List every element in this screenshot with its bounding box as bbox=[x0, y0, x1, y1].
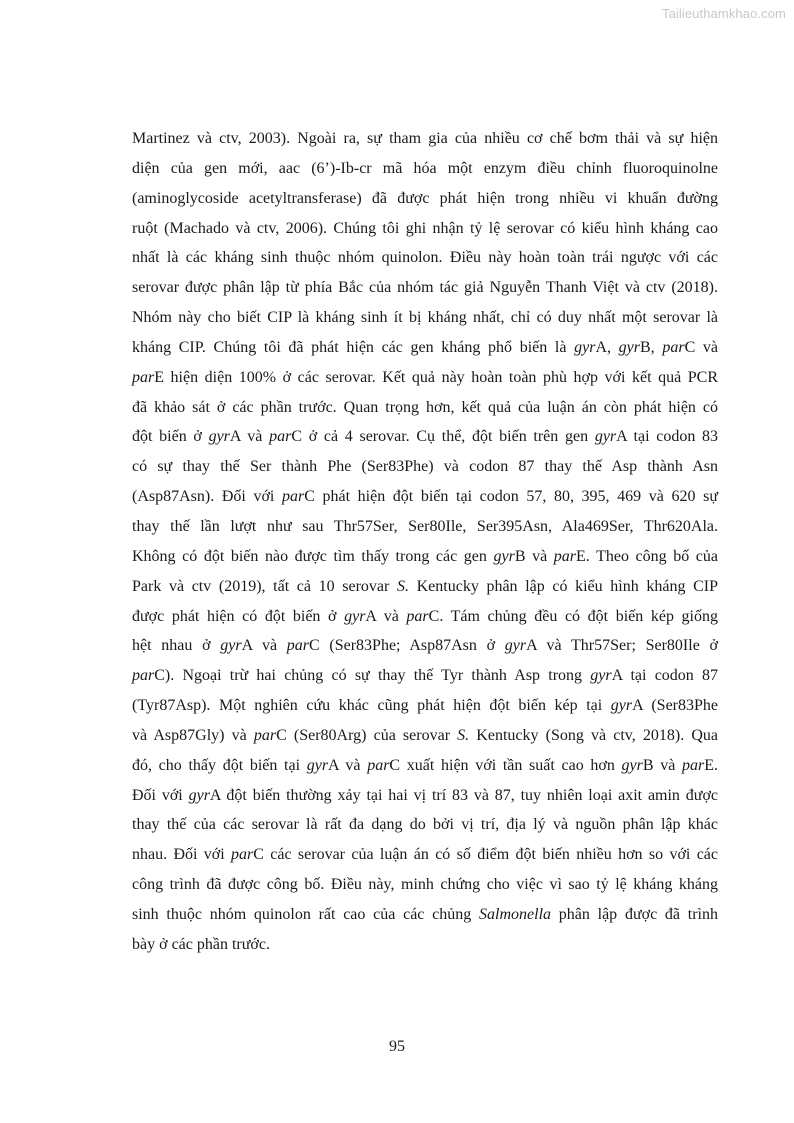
text-run: hệt nhau ở bbox=[132, 637, 221, 655]
text-line bbox=[132, 751, 718, 781]
text-run: nhau. Đối với bbox=[132, 846, 232, 864]
text-run: A (Ser83Phe bbox=[632, 697, 718, 715]
italic-term: par bbox=[553, 547, 576, 565]
text-line bbox=[132, 691, 718, 721]
italic-term: gyr bbox=[594, 428, 617, 446]
text-run: nhất là các kháng sinh thuộc nhóm quinolon. Điều này hoàn toàn trái ngược với các bbox=[132, 249, 718, 267]
italic-term: , par bbox=[650, 338, 685, 356]
text-line bbox=[132, 422, 718, 452]
text-run: được phát hiện có đột biến ở bbox=[132, 607, 345, 625]
text-run: C (Ser83Phe; Asp87Asn ở bbox=[309, 637, 505, 655]
site-watermark: Tailieuthamkhao.com bbox=[661, 6, 786, 21]
text-line bbox=[132, 810, 718, 840]
text-run: C (Ser80Arg) của serovar bbox=[276, 726, 458, 744]
italic-term: par bbox=[231, 846, 254, 864]
text-run: serovar được phân lập từ phía Bắc của nhóm tác giả Nguyễn Thanh Việt và ctv (2018). bbox=[132, 279, 718, 297]
text-line bbox=[132, 542, 718, 572]
text-line bbox=[132, 273, 718, 303]
text-run: E. Theo công bố của bbox=[576, 547, 719, 565]
text-run: thay thế lần lượt như sau Thr57Ser, Ser80Ile, Ser395Asn, Ala469Ser, Thr620Ala. bbox=[132, 517, 718, 535]
text-run: bày ở các phần trước. bbox=[132, 935, 270, 953]
text-run: ruột (Machado và ctv, 2006). Chúng tôi ghi nhận tỷ lệ serovar có kiểu hình kháng cao bbox=[132, 219, 718, 237]
text-run: phân lập được đã trình bbox=[551, 905, 719, 923]
text-line bbox=[132, 363, 718, 393]
italic-term: par bbox=[406, 607, 429, 625]
body-paragraph bbox=[132, 124, 718, 960]
text-line bbox=[132, 243, 718, 273]
text-run: C xuất hiện với tần suất cao hơn bbox=[389, 756, 622, 774]
text-run: C phát hiện đột biến tại codon 57, 80, 395, 469 và 620 sự bbox=[304, 488, 719, 506]
text-run: A tại codon 83 bbox=[616, 428, 719, 446]
text-run: Kentucky (Song và ctv, 2018). Qua bbox=[469, 726, 718, 744]
italic-term: par bbox=[253, 726, 277, 744]
text-run: E. bbox=[704, 756, 718, 774]
italic-term: gyr bbox=[344, 607, 366, 625]
text-run: C). Ngoại trừ hai chủng có sự thay thế Tyr thành Asp trong bbox=[154, 667, 591, 685]
text-run: thay thế của các serovar là rất đa dạng do bởi vị trí, địa lý và nguồn phân lập khác bbox=[132, 816, 718, 834]
text-run: C các serovar của luận án có số điểm đột biến nhiều hơn so với các bbox=[253, 846, 719, 864]
italic-term: par bbox=[269, 428, 292, 446]
text-run: C và bbox=[684, 338, 718, 356]
italic-term: par bbox=[681, 756, 705, 774]
text-run: đó, cho thấy đột biến tại bbox=[132, 756, 307, 774]
italic-term: gyr bbox=[220, 637, 242, 655]
text-run: và Asp87Gly) và bbox=[132, 726, 254, 744]
text-run: kháng CIP. Chúng tôi đã phát hiện các gen kháng phổ biến là bbox=[132, 338, 575, 356]
text-run: A và Thr57Ser; Ser80Ile ở bbox=[526, 637, 718, 655]
text-run: Park và ctv (2019), tất cả 10 serovar bbox=[132, 577, 397, 595]
text-line bbox=[132, 840, 718, 870]
italic-term: gyr bbox=[306, 756, 329, 774]
text-line bbox=[132, 303, 718, 333]
text-run: đột biến ở bbox=[132, 428, 209, 446]
text-run: sinh thuộc nhóm quinolon rất cao của các chủng bbox=[132, 905, 480, 923]
italic-term: gyr bbox=[590, 667, 612, 685]
italic-term: par bbox=[132, 368, 155, 386]
italic-term: gyr bbox=[621, 756, 643, 774]
text-run: đã khảo sát ở các phần trước. Quan trọng hơn, kết quả của luận án còn phát hiện có bbox=[132, 398, 718, 416]
text-run: Không có đột biến nào được tìm thấy trong các gen bbox=[132, 547, 494, 565]
italic-term: gyr bbox=[610, 697, 633, 715]
italic-term: S. bbox=[457, 726, 470, 744]
text-run: B và bbox=[642, 756, 682, 774]
text-run: A tại codon 87 bbox=[611, 667, 719, 685]
italic-term: par bbox=[286, 637, 310, 655]
text-line bbox=[132, 393, 718, 423]
text-run: C ở cả 4 serovar. Cụ thể, đột biến trên gen bbox=[291, 428, 595, 446]
text-run: A và bbox=[241, 637, 287, 655]
italic-term: , gyr bbox=[607, 338, 640, 356]
italic-term: gyr bbox=[574, 338, 596, 356]
text-run: Martinez và ctv, 2003). Ngoài ra, sự tham gia của nhiều cơ chế bơm thải và sự hiện bbox=[132, 130, 718, 147]
text-line bbox=[132, 870, 718, 900]
text-line bbox=[132, 124, 718, 154]
text-line bbox=[132, 900, 718, 930]
text-run: B và bbox=[514, 547, 554, 565]
text-run: Đối với bbox=[132, 786, 189, 804]
text-run: công trình đã được công bố. Điều này, minh chứng cho việc vì sao tỷ lệ kháng kháng bbox=[132, 876, 718, 894]
italic-term: S. bbox=[396, 577, 409, 595]
text-run: C. Tám chủng đều có đột biến kép giống bbox=[428, 607, 718, 625]
text-run: (Tyr87Asp). Một nghiên cứu khác cũng phát hiện đột biến kép tại bbox=[132, 697, 611, 715]
text-line bbox=[132, 661, 718, 691]
text-run: A và bbox=[365, 607, 407, 625]
text-line bbox=[132, 602, 718, 632]
italic-term: gyr bbox=[493, 547, 515, 565]
text-line bbox=[132, 482, 718, 512]
text-run: Nhóm này cho biết CIP là kháng sinh ít bị kháng nhất, chỉ có duy nhất một serovar là bbox=[132, 309, 718, 327]
text-run: A và bbox=[229, 428, 270, 446]
text-run: A bbox=[595, 338, 608, 356]
text-line bbox=[132, 333, 718, 363]
text-run: diện của gen mới, aac (6’)-Ib-cr mã hóa một enzym điều chỉnh fluoroquinolne bbox=[132, 159, 718, 177]
text-line bbox=[132, 572, 718, 602]
italic-term: par bbox=[132, 667, 155, 685]
text-run: có sự thay thế Ser thành Phe (Ser83Phe) và codon 87 thay thế Asp thành Asn bbox=[132, 458, 718, 476]
text-run: A đột biến thường xảy tại hai vị trí 83 và 87, tuy nhiên loại axit amin được bbox=[209, 786, 719, 804]
text-line bbox=[132, 930, 718, 960]
italic-term: gyr bbox=[188, 786, 210, 804]
text-line bbox=[132, 631, 718, 661]
text-line bbox=[132, 512, 718, 542]
italic-term: Salmonella bbox=[479, 905, 552, 923]
page-number: 95 bbox=[389, 1038, 405, 1055]
text-line bbox=[132, 184, 718, 214]
text-line bbox=[132, 721, 718, 751]
italic-term: par bbox=[281, 488, 305, 506]
text-run: A và bbox=[328, 756, 368, 774]
text-line bbox=[132, 781, 718, 811]
text-line bbox=[132, 452, 718, 482]
italic-term: gyr bbox=[208, 428, 230, 446]
text-run: (Asp87Asn). Đối với bbox=[132, 488, 282, 506]
italic-term: gyr bbox=[504, 637, 527, 655]
text-line bbox=[132, 214, 718, 244]
text-line bbox=[132, 154, 718, 184]
text-run: (aminoglycoside acetyltransferase) đã được phát hiện trong nhiều vi khuẩn đường bbox=[132, 189, 718, 207]
text-run: B bbox=[640, 338, 651, 356]
text-run: Kentucky phân lập có kiểu hình kháng CIP bbox=[408, 577, 718, 595]
text-run: E hiện diện 100% ở các serovar. Kết quả này hoàn toàn phù hợp với kết quả PCR bbox=[154, 368, 718, 386]
italic-term: par bbox=[367, 756, 390, 774]
